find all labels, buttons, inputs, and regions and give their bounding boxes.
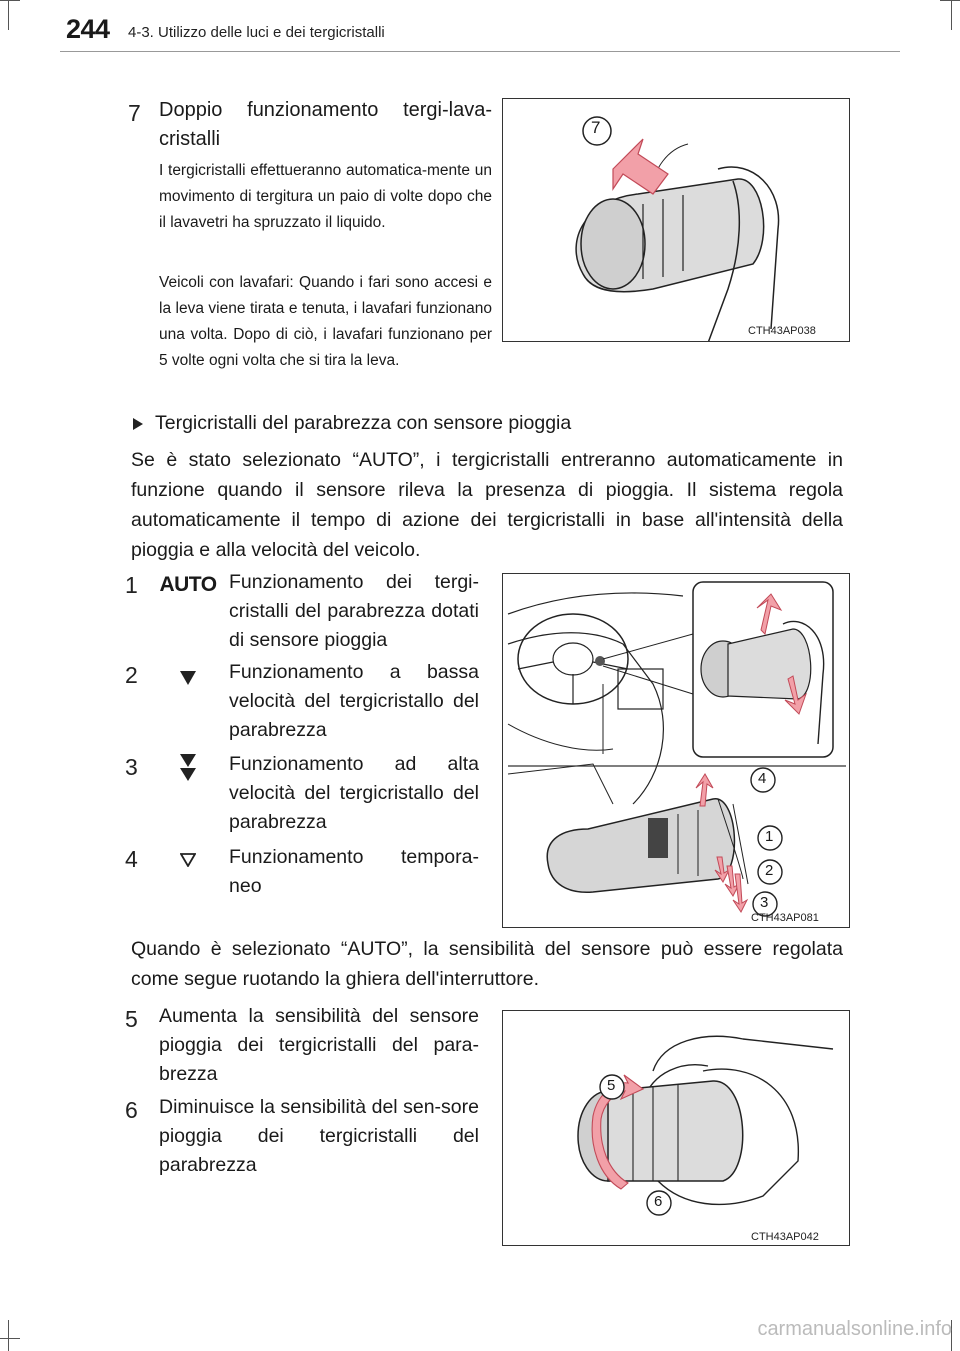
item-3-text: Funzionamento ad alta velocità del tergicristallo del parabrezza (229, 753, 479, 833)
bullet-triangle-icon (133, 418, 143, 430)
crop-mark (0, 1338, 20, 1339)
item-number-7: 7 (128, 100, 141, 126)
sensitivity-ring-illustration (503, 1011, 850, 1246)
figure-callout-2: 2 (765, 862, 774, 879)
item-5-text: Aumenta la sensibilità del sensore pioggia dei tergicristalli del para-brezza (159, 1005, 479, 1085)
triangle-outline-icon (178, 850, 198, 870)
figure-callout-3: 3 (760, 894, 769, 911)
figure-callout-1: 1 (765, 828, 774, 845)
header-rule (60, 51, 900, 52)
rain-sensor-body: Se è stato selezionato “AUTO”, i tergicristalli entreranno automaticamente in funzione quando il sensore rileva la presenza di pioggia. Il sistema regola automaticamente il tempo di azione dei tergicristalli in base all'intensità della pioggia e alla velocità del veicolo. (131, 449, 843, 561)
auto-symbol (158, 570, 218, 600)
item-number-3: 3 (125, 754, 138, 780)
rain-sensor-illustration (503, 574, 850, 928)
item-number-4: 4 (125, 846, 138, 872)
item-4-text: Funzionamento tempora-neo (229, 846, 479, 897)
page-number: 244 (66, 14, 110, 44)
crop-mark (8, 1320, 9, 1351)
figure-callout-5: 5 (607, 1077, 616, 1094)
rain-sensor-heading-text: Tergicristalli del parabrezza con sensore pioggia (155, 412, 572, 434)
item-number-2: 2 (125, 662, 138, 688)
rain-sensor-heading (133, 410, 833, 436)
crop-mark (940, 0, 960, 1)
item-6-text: Diminuisce la sensibilità del sen-sore pioggia dei tergicristalli del parabrezza (159, 1096, 479, 1176)
item-number-6: 6 (125, 1097, 138, 1123)
watermark: carmanualsonline.info (757, 1318, 952, 1340)
item-1-text: Funzionamento dei tergi-cristalli del parabrezza dotati di sensore pioggia (229, 571, 479, 651)
double-triangle-down-icon (178, 752, 198, 782)
figure-code: CTH43AP042 (751, 1231, 819, 1243)
sensitivity-intro: Quando è selezionato “AUTO”, la sensibilità del sensore può essere regolata come segue ruotando la ghiera dell'interruttore. (131, 938, 843, 990)
figure-callout-7: 7 (591, 118, 601, 137)
item-number-1: 1 (125, 572, 138, 598)
crop-mark (0, 0, 20, 1)
figure-callout-6: 6 (654, 1193, 663, 1210)
section7-note1: I tergicristalli effettueranno automatica-mente un movimento di tergitura un paio di volte dopo che il lavavetri ha spruzzato il liquido. (159, 162, 492, 231)
figure-code: CTH43AP038 (748, 325, 816, 337)
item-2-text: Funzionamento a bassa velocità del tergicristallo del parabrezza (229, 661, 479, 741)
triangle-down-icon (178, 668, 198, 688)
crop-mark (951, 0, 952, 30)
running-header: 4-3. Utilizzo delle luci e dei tergicristalli (128, 24, 385, 41)
figure-callout-4: 4 (758, 770, 767, 787)
figure-code: CTH43AP081 (751, 912, 819, 924)
crop-mark (8, 0, 9, 30)
figure-sensitivity-ring (502, 1010, 850, 1246)
section7-note2: Veicoli con lavafari: Quando i fari sono accesi e la leva viene tirata e tenuta, i lavafari funzionano una volta. Dopo di ciò, i lavafari funzionano per 5 volte ogni volta che si tira la leva. (159, 274, 492, 369)
section7-title: Doppio funzionamento tergi-lava-cristalli (159, 99, 492, 150)
auto-symbol-text: AUTO (159, 573, 217, 596)
lever-pull-illustration (503, 99, 850, 342)
figure-wiper-lever-pull (502, 98, 850, 342)
figure-rain-sensor-switch (502, 573, 850, 928)
item-number-5: 5 (125, 1006, 138, 1032)
